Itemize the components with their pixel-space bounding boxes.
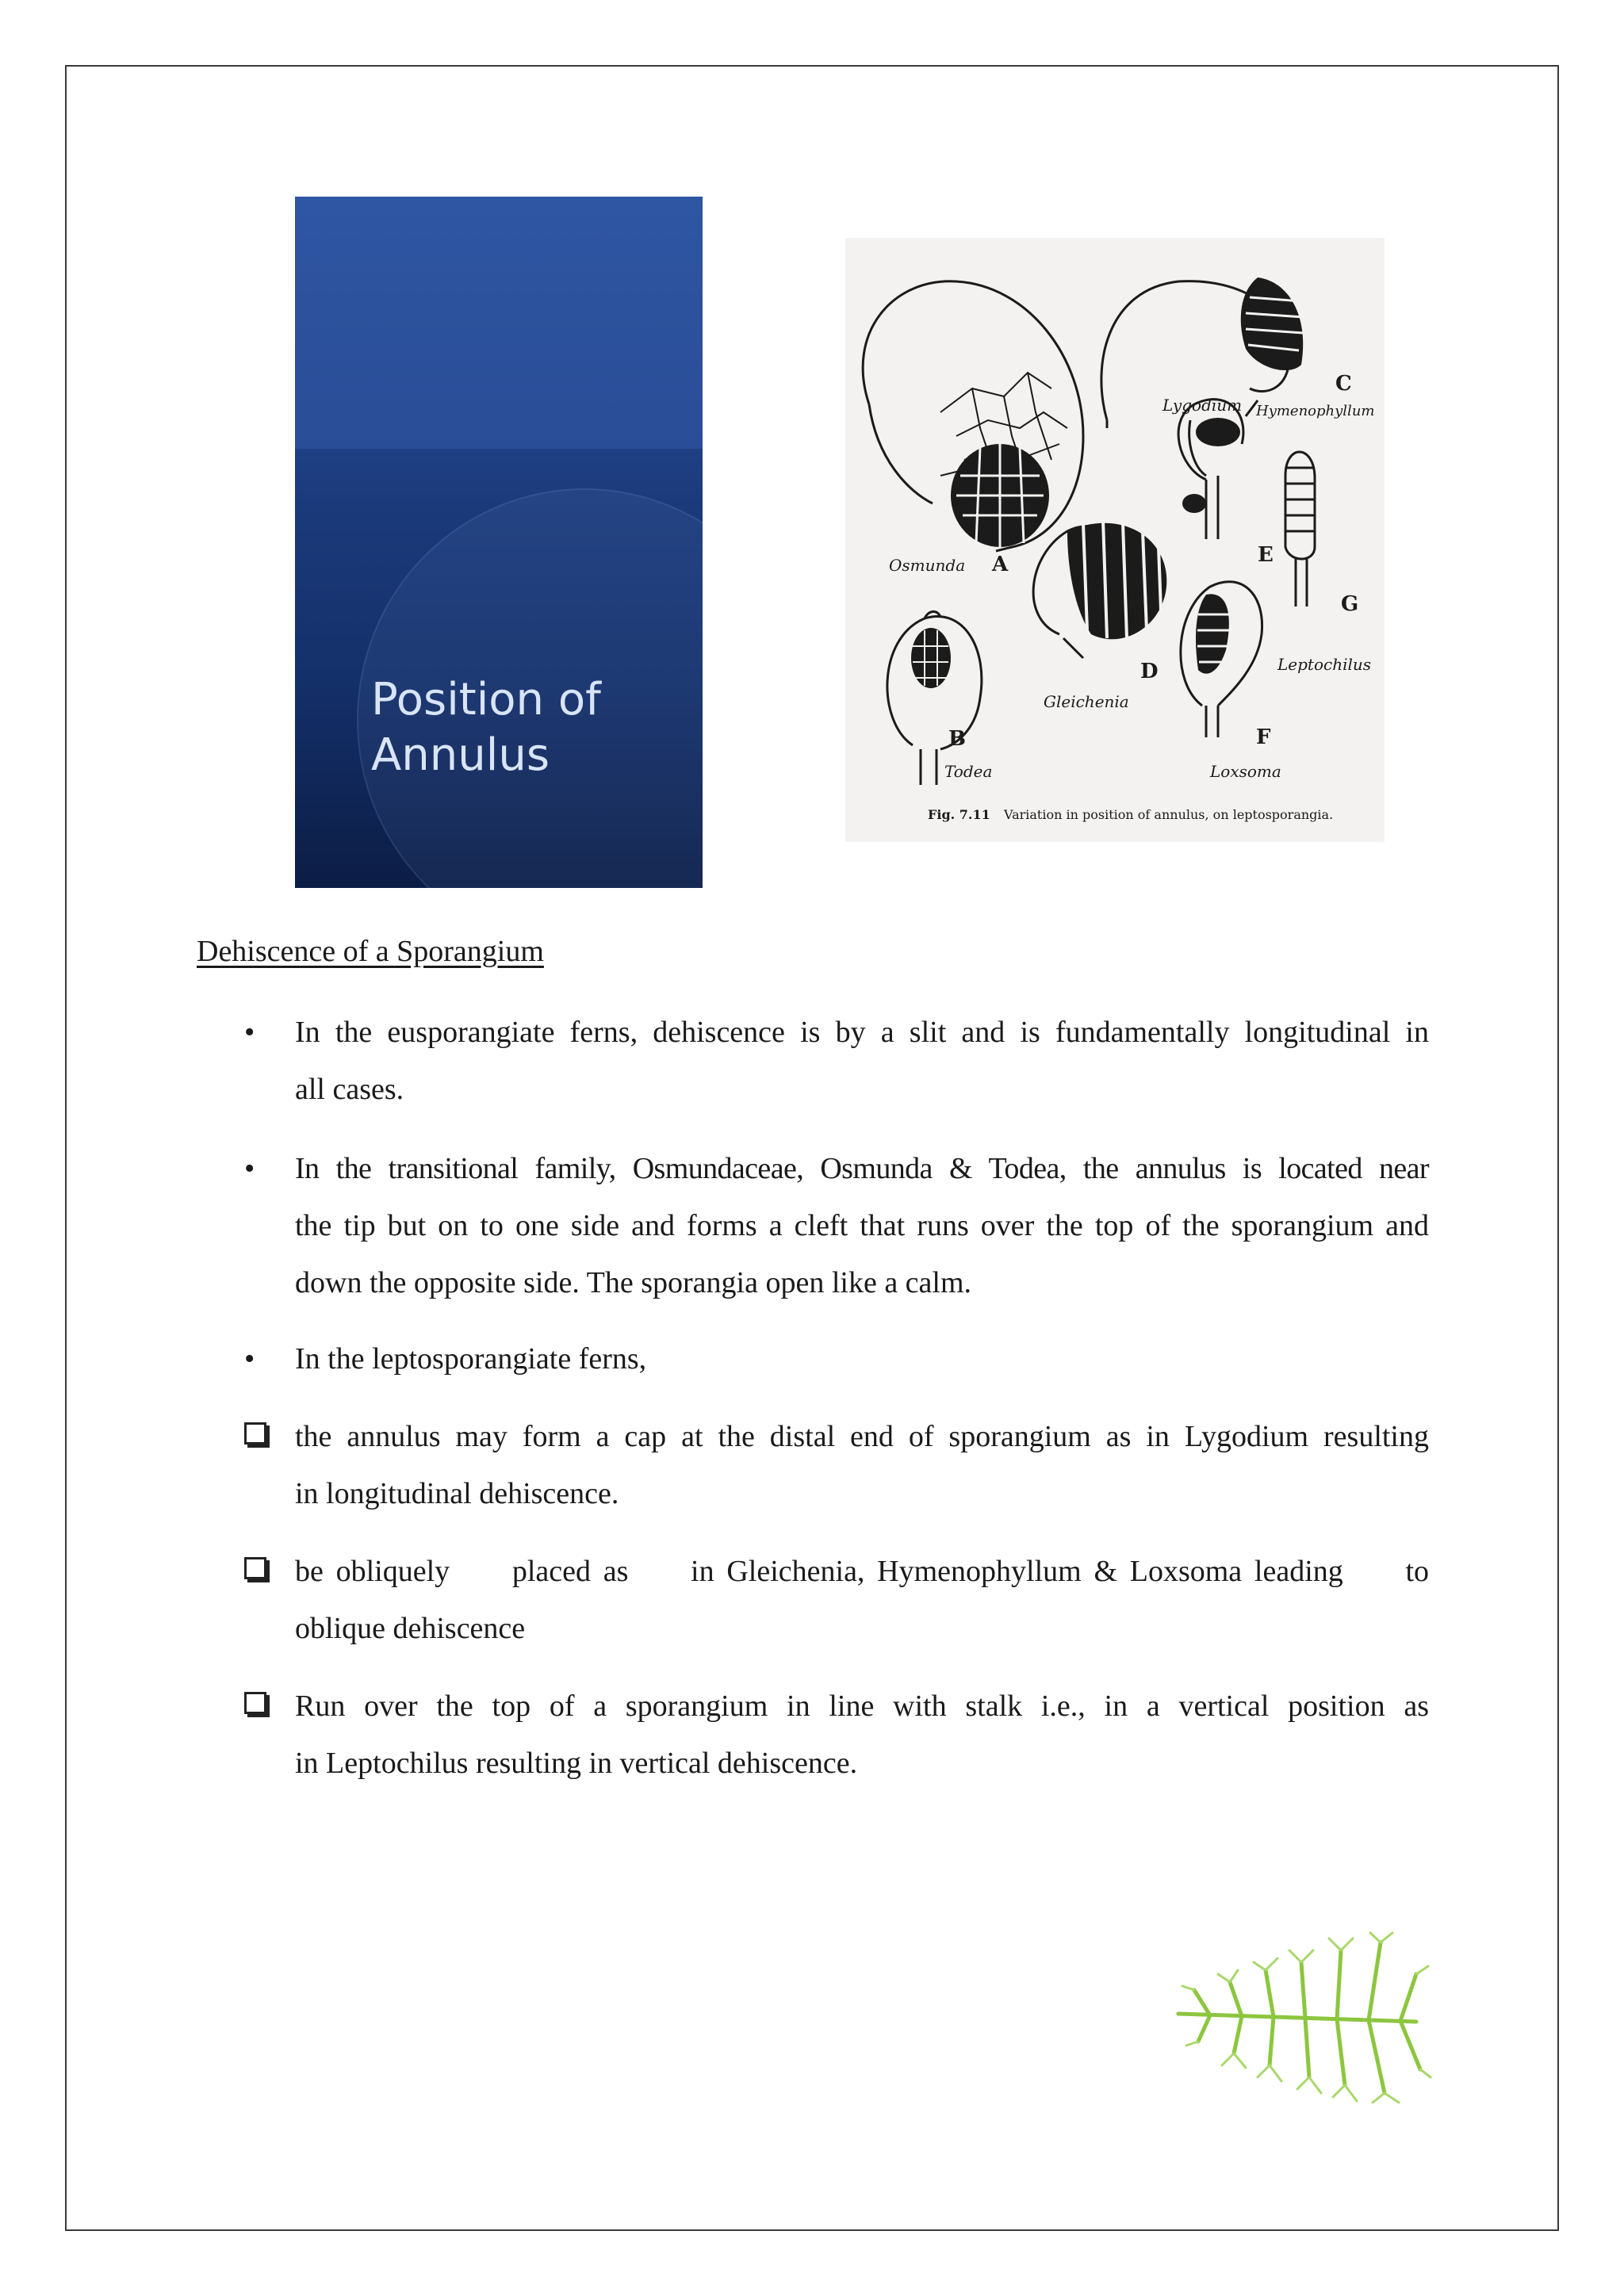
hymenophyllum-annulus xyxy=(1196,418,1240,446)
bullet-1-line2: all cases. xyxy=(295,1073,404,1106)
sporangia-diagram xyxy=(845,238,1385,842)
bullet-marker: • xyxy=(244,1342,255,1376)
bullet-item-3 xyxy=(295,1330,1429,1387)
bullet-marker: • xyxy=(244,1152,255,1185)
checkbox-3-line1: Run over the top of a sporangium in line with stalk i.e., in a vertical position as xyxy=(295,1689,1429,1723)
bullet-item-2 xyxy=(295,1140,1429,1311)
bullet-item-1 xyxy=(295,1004,1429,1118)
fern-decoration-icon xyxy=(1162,1927,1432,2109)
todea-annulus xyxy=(911,628,951,688)
label-todea: Todea xyxy=(944,762,993,781)
checkbox-icon xyxy=(244,1692,266,1714)
label-loxsoma: Loxsoma xyxy=(1210,762,1281,781)
gleichenia-annulus xyxy=(1067,523,1166,639)
label-lygodium: Lygodium xyxy=(1162,396,1243,415)
bullet-2-line1: In the transitional family, Osmundaceae, Osmunda & Todea, the annulus is located near xyxy=(295,1152,1429,1185)
lygodium-annulus xyxy=(1241,277,1303,370)
slide-title-line1: Position of xyxy=(371,674,601,725)
bullet-marker: • xyxy=(244,1016,255,1049)
label-C: C xyxy=(1335,372,1352,396)
checkbox-1-line2: in longitudinal dehiscence. xyxy=(295,1477,619,1510)
annulus-figure xyxy=(845,238,1385,842)
checkbox-2-line2: oblique dehiscence xyxy=(295,1612,526,1645)
label-gleichenia: Gleichenia xyxy=(1044,692,1129,711)
checkbox-item-1 xyxy=(295,1408,1429,1522)
label-G: G xyxy=(1341,592,1359,616)
leptochilus-annulus xyxy=(1286,468,1314,531)
checkbox-2-line1: be obliquely placed as in Gleichenia, Hymenophyllum & Loxsoma leading to xyxy=(295,1555,1429,1588)
checkbox-item-3 xyxy=(295,1678,1429,1792)
checkbox-1-line1: the annulus may form a cap at the distal end of sporangium as in Lygodium resulting xyxy=(295,1420,1429,1453)
checkbox-icon xyxy=(244,1557,266,1579)
label-B: B xyxy=(948,727,966,751)
label-F: F xyxy=(1256,725,1271,749)
slide-title xyxy=(371,672,688,783)
slide-title-line2: Annulus xyxy=(371,729,550,781)
slide-band xyxy=(295,197,703,449)
bullet-1-line1: In the eusporangiate ferns, dehiscence is by a slit and is fundamentally longitudinal in xyxy=(295,1016,1429,1049)
checkbox-item-2 xyxy=(295,1543,1429,1657)
label-A: A xyxy=(992,553,1009,576)
checkbox-3-line2: in Leptochilus resulting in vertical dehiscence. xyxy=(295,1747,858,1780)
slide-thumbnail xyxy=(295,197,703,888)
figure-caption-text: Variation in position of annulus, on leptosporangia. xyxy=(1004,807,1334,822)
label-osmunda: Osmunda xyxy=(889,556,966,575)
bullet-3-line1: In the leptosporangiate ferns, xyxy=(295,1342,647,1376)
label-D: D xyxy=(1140,660,1159,683)
label-leptochilus: Leptochilus xyxy=(1277,655,1372,674)
bullet-2-line3: down the opposite side. The sporangia open like a calm. xyxy=(295,1266,972,1299)
checkbox-icon xyxy=(244,1422,266,1445)
label-E: E xyxy=(1258,543,1274,567)
figure-caption-number: Fig. 7.11 xyxy=(928,807,990,822)
label-hymenophyllum: Hymenophyllum xyxy=(1256,403,1375,419)
section-heading: Dehiscence of a Sporangium xyxy=(197,935,544,968)
bullet-2-line2: the tip but on to one side and forms a cleft that runs over the top of the sporangium and xyxy=(295,1209,1429,1242)
